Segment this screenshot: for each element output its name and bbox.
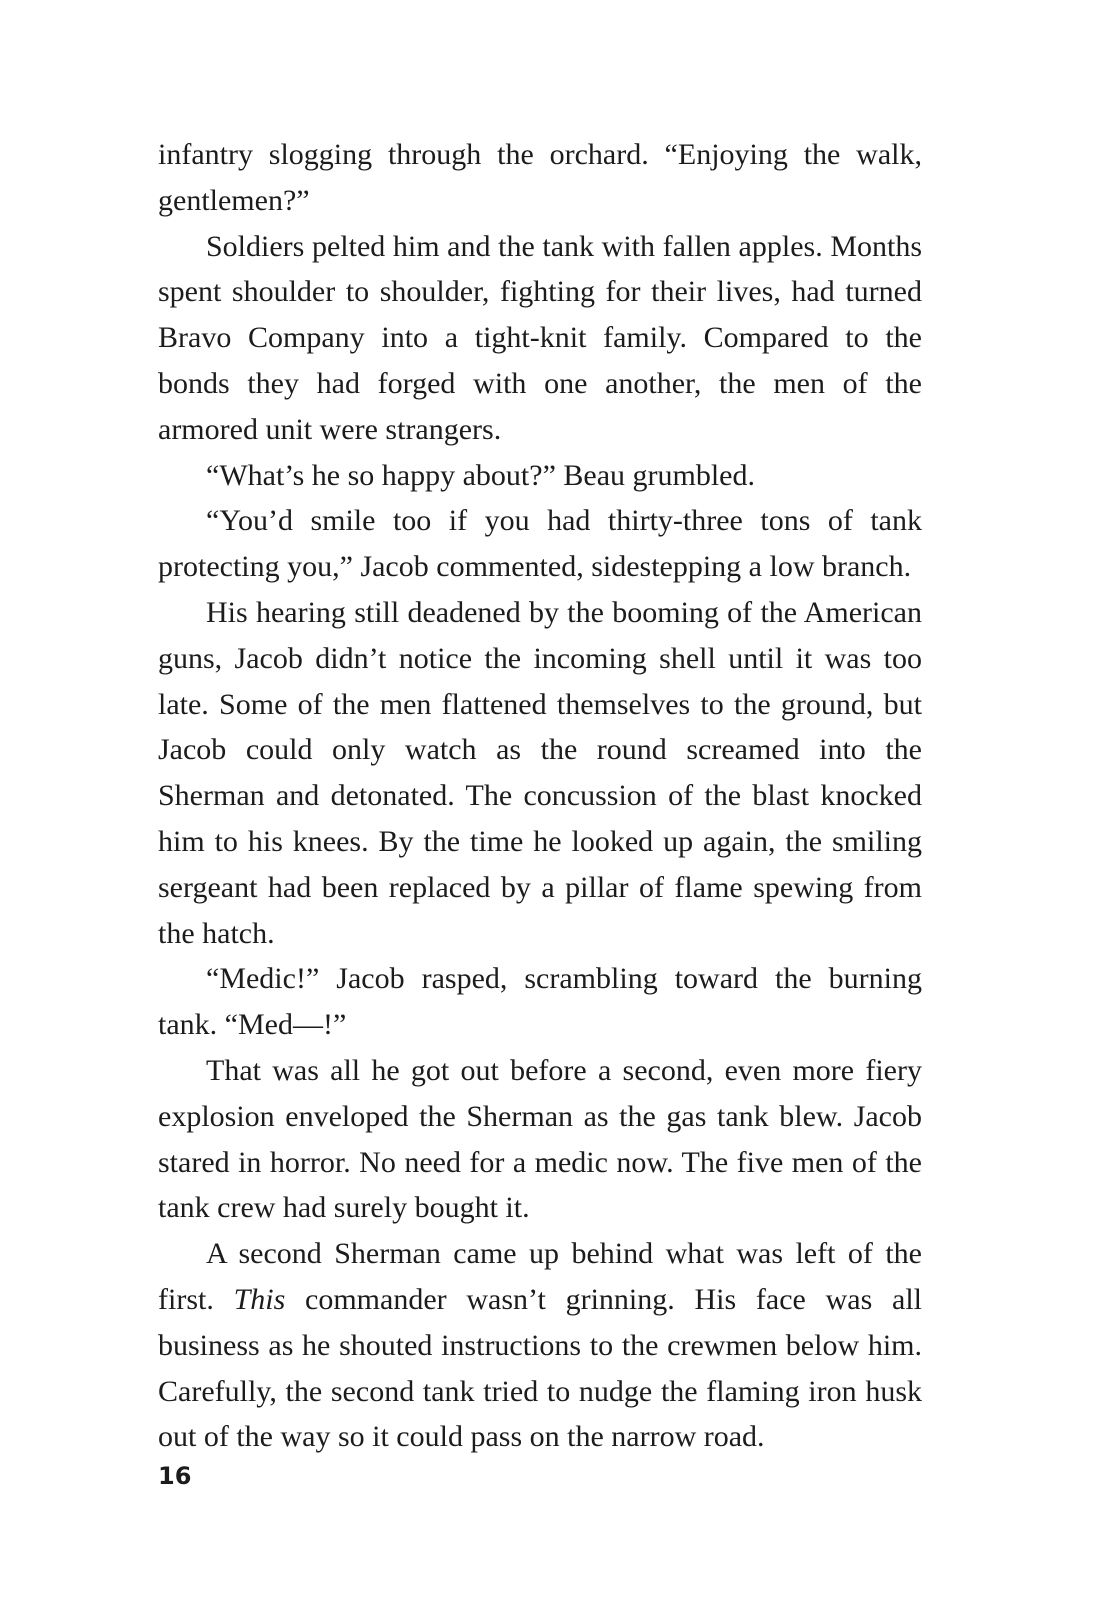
paragraph-5: His hearing still deadened by the booming of the American guns, Jacob didn’t notice the incoming shell until it was too late. Some of the men flattened themselves to the ground, but Jacob could only watch as the round screamed into the Sherman and detonated. The concussion of the blast knocked him to his knees. By the time he looked up again, the smiling sergeant had been replaced by a pillar of flame spewing from the hatch. bbox=[158, 595, 922, 950]
paragraph-8-start: A second Sherman came up behind what was left of the first. bbox=[158, 1237, 922, 1316]
paragraph-1: infantry slogging through the orchard. “Enjoying the walk, gentlemen?” bbox=[158, 138, 922, 217]
paragraph-8-end: commander wasn’t grinning. His face was all business as he shouted instructions to the crewmen below him. Carefully, the second tank tried to nudge the flaming iron husk out of the way so it could pass on the narrow road. bbox=[158, 1282, 922, 1454]
paragraph-6: “Medic!” Jacob rasped, scrambling toward the burning tank. “Med—!” bbox=[158, 962, 922, 1042]
paragraph-8 bbox=[158, 1231, 922, 1460]
paragraph-3: “What’s he so happy about?” Beau grumbled. bbox=[206, 458, 755, 492]
paragraph-7: That was all he got out before a second, even more fiery explosion enveloped the Sherman as the gas tank blew. Jacob stared in horror. No need for a medic now. The five men of the tank crew had surely bought it. bbox=[158, 1053, 922, 1225]
page-number: 16 bbox=[158, 1462, 192, 1490]
paragraph-8-italic: This bbox=[233, 1282, 286, 1316]
paragraph-2: Soldiers pelted him and the tank with fallen apples. Months spent shoulder to shoulder, fighting for their lives, had turned Bravo Company into a tight-knit family. Compared to the bonds they had forged with one another, the men of the armored unit were strangers. bbox=[158, 229, 922, 446]
body-text bbox=[158, 132, 922, 1460]
paragraph-4: “You’d smile too if you had thirty-three tons of tank protecting you,” Jacob commented, sidestepping a low branch. bbox=[158, 504, 922, 584]
